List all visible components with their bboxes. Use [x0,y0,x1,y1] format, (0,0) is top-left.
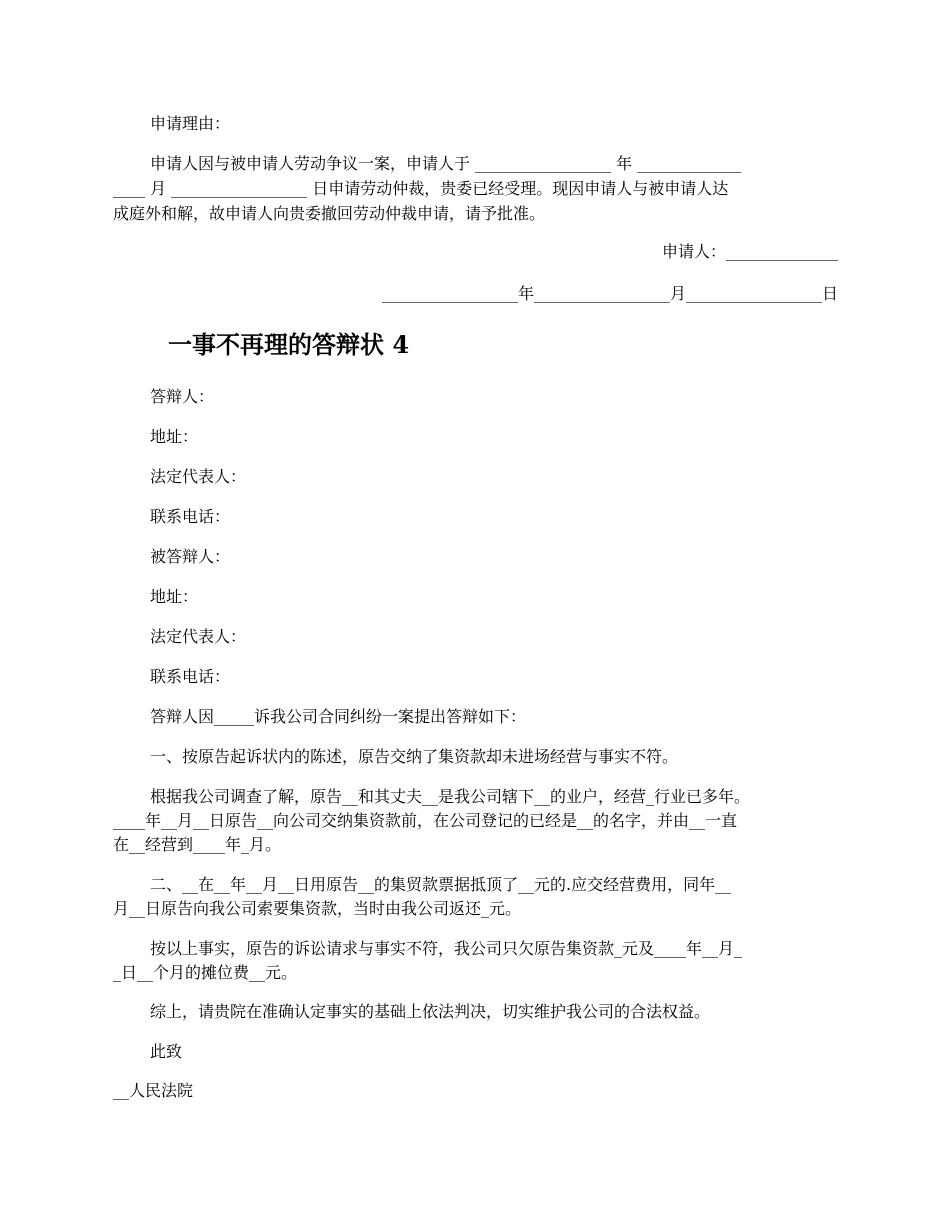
field-phone: 联系电话： [150,507,231,526]
closing-salutation: 此致 [150,1042,183,1061]
paragraph-line: ____年__月__日原告__向公司交纳集资款前，在公司登记的已经是__的名字，并由__一直 [113,811,738,830]
field-opposing-party: 被答辩人： [150,547,231,566]
applicant-signature: 申请人：______________ [661,242,838,261]
paragraph-line: 二、__在__年__月__日用原告__的集贸款票据抵顶了__元的.应交经营费用，同年__ [150,875,732,894]
paragraph-line: 根据我公司调查了解，原告__和其丈夫__是我公司辖下__的业户，经营_行业已多年。 [150,787,751,806]
paragraph-line: 月__日原告向我公司索要集资款，当时由我公司返还_元。 [113,899,522,918]
paragraph-line: _日__个月的摊位费__元。 [113,963,298,982]
conclusion-paragraph: 综上，请贵院在准确认定事实的基础上依法判决，切实维护我公司的合法权益。 [150,1002,711,1021]
field-phone: 联系电话： [150,667,231,686]
field-legal-rep: 法定代表人： [150,467,247,486]
date-line: _________________年_________________月_________________日 [381,284,838,303]
field-address: 地址： [150,427,199,446]
paragraph-line: 按以上事实，原告的诉讼请求与事实不符，我公司只欠原告集资款_元及____年__月_ [150,939,743,958]
paragraph-line: ____ 月 _________________ 日申请劳动仲裁，贵委已经受理。现因申请人与被申请人达 [113,179,729,198]
section-title: 一事不再理的答辩状 4 [168,330,410,359]
court-addressee: __人民法院 [113,1081,194,1100]
point-one: 一、按原告起诉状内的陈述，原告交纳了集资款却未进场经营与事实不符。 [150,747,679,766]
paragraph-line: 在__经营到____年_月。 [113,835,282,854]
intro-paragraph: 答辩人因_____诉我公司合同纠纷一案提出答辩如下： [150,707,527,726]
field-respondent: 答辩人： [150,387,215,406]
field-legal-rep: 法定代表人： [150,627,247,646]
paragraph-line: 成庭外和解，故申请人向贵委撤回劳动仲裁申请，请予批准。 [113,204,546,223]
field-address: 地址： [150,587,199,606]
paragraph-line: 申请人因与被申请人劳动争议一案，申请人于 _________________ 年 _____________ [150,154,742,173]
reason-label: 申请理由： [150,114,231,133]
